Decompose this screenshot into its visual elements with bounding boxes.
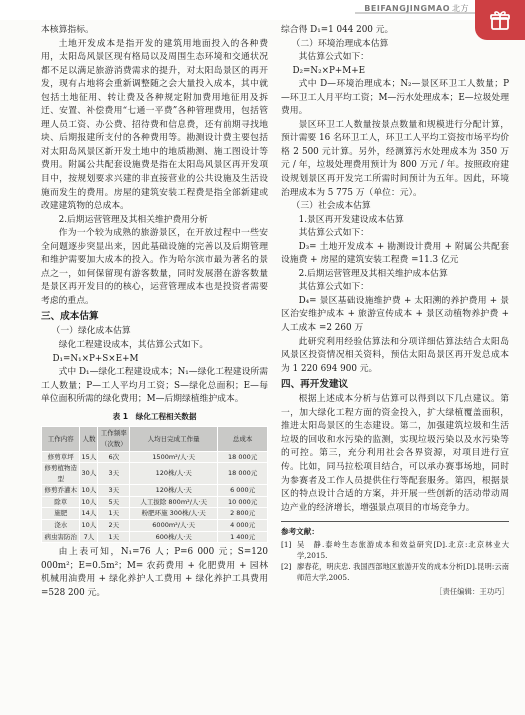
references-heading: 参考文献： bbox=[281, 527, 319, 537]
table-cell: 120株/人·天 bbox=[130, 463, 218, 485]
table-cell: 600株/人·天 bbox=[130, 531, 218, 543]
paragraph: 其估算公式如下： bbox=[298, 228, 369, 239]
table-cell: 除草 bbox=[42, 496, 80, 508]
brand-latin: BEIFANGJINGMAO bbox=[364, 4, 450, 13]
formula-d2: D₂=N₂×P+M+E bbox=[292, 65, 366, 76]
table-cell: 18 000元 bbox=[218, 451, 268, 463]
column-header: 人数 bbox=[80, 427, 98, 451]
references bbox=[281, 521, 509, 597]
reference-item bbox=[281, 561, 509, 583]
left-column bbox=[41, 24, 268, 600]
subheading-ops: 2.后期运营管理及其相关维护费用分析 bbox=[58, 214, 208, 225]
table-row bbox=[42, 463, 268, 485]
subheading-social: （三）社会成本估算 bbox=[291, 201, 371, 212]
table-caption: 表 1 绿化工程相关数据 bbox=[112, 411, 197, 421]
paragraph: 其估算公式如下： bbox=[298, 52, 369, 63]
table-cell: 5天 bbox=[98, 496, 130, 508]
table-cell: 2天 bbox=[98, 520, 130, 532]
table-row bbox=[42, 520, 268, 532]
section-heading-cost-estimate: 三、成本估算 bbox=[41, 311, 99, 323]
formula-d4: D₄= 景区基础设施维护费 + 太阳溯的养护费用 + 景区治安维护成本 + 旅游宣传成本 + 景区动植物养护费 + 人工成本 =2 260 万 bbox=[281, 295, 509, 334]
subheading-construction: 1.景区再开发建设成本估算 bbox=[298, 214, 404, 225]
table-cell: 1500m²/人·天 bbox=[130, 451, 218, 463]
table-cell: 7人 bbox=[80, 531, 98, 543]
column-header: 总成本 bbox=[218, 427, 268, 451]
table-cell: 1天 bbox=[98, 508, 130, 520]
table-cell: 修剪乔灌木 bbox=[42, 485, 80, 497]
formula-d1: D₁=N₁×P+S×E+M bbox=[52, 353, 139, 364]
table-cell: 修剪草坪 bbox=[42, 451, 80, 463]
table-cell: 120株/人·天 bbox=[130, 485, 218, 497]
subheading-greening: （一）绿化成本估算 bbox=[51, 326, 131, 337]
table-row bbox=[42, 451, 268, 463]
paragraph-suggestions: 根据上述成本分析与估算可以得到以下几点建议。第一，加大绿化工程方面的资金投入，扩大绿植覆盖面积，推进太阳岛景区的生态建设。第二，加强建筑垃圾和生活垃圾的回收和水污染的监测，实现垃圾污染以及水污染等的可控。第三，充分利用社会各界资源，对项目进行宣传。比如，同马拉松项目结合，可以承办赛事场地，同时为参赛者及工作人员提供住行等配套服务。第四，根据景区的特点设计合适的方案，并开展一些创新的活动带动周边产业的经济增长，增强景点项目的市场竞争力。 bbox=[281, 394, 509, 513]
section-heading-suggestions: 四、再开发建议 bbox=[281, 379, 349, 391]
reference-text: 廖春花，明庆忠. 我国西部地区旅游开发的成本分析[D].昆明:云南师范大学,2005. bbox=[297, 562, 509, 583]
table-cell: 6000m²/人·天 bbox=[130, 520, 218, 532]
table-cell: 4 000元 bbox=[218, 520, 268, 532]
reference-number: [1] bbox=[281, 540, 292, 550]
table-cell: 3天 bbox=[98, 485, 130, 497]
table-cell: 6 000元 bbox=[218, 485, 268, 497]
journal-brand bbox=[364, 3, 469, 14]
column-header: 工作频率（次数） bbox=[98, 427, 130, 451]
greening-data-table bbox=[41, 426, 268, 543]
table-cell: 施肥 bbox=[42, 508, 80, 520]
paragraph-environment-cost: 景区环卫工人数量按景点数量和规模进行分配计算，预计需要 16 名环卫工人，环卫工人平均工资按市场平均价格 2 500 元计算。另外，经测算污水处理成本为 350 万元 / 年，垃圾处理费用预计为 800 万元 / 年。按照政府建设规划景区再开发完工所需时间预计为五年。因此，环境治理成本为 5 775 万（单位：元）。 bbox=[281, 119, 509, 198]
table-cell: 2 800元 bbox=[218, 508, 268, 520]
page-header bbox=[0, 0, 525, 20]
paragraph: 综合得 D₁=1 044 200 元。 bbox=[281, 25, 394, 35]
table-cell: 人工拔除 800m²/人·天 bbox=[130, 496, 218, 508]
reference-item bbox=[281, 539, 509, 561]
table-cell: 6次 bbox=[98, 451, 130, 463]
table-cell: 10人 bbox=[80, 485, 98, 497]
table-cell: 修剪植物造型 bbox=[42, 463, 80, 485]
table-cell: 3天 bbox=[98, 463, 130, 485]
table-cell: 18 000元 bbox=[218, 463, 268, 485]
table-cell: 10 000元 bbox=[218, 496, 268, 508]
table-cell: 浇水 bbox=[42, 520, 80, 532]
responsible-editor: ［责任编辑：王功巧］ bbox=[435, 587, 509, 597]
table-row bbox=[42, 508, 268, 520]
paragraph-total-cost: 此研究利用经验估算法和分项详细估算法结合太阳岛风景区投资情况相关资料，预估太阳岛景区再开发总成本为 1 220 694 900 元。 bbox=[281, 336, 509, 374]
table-row bbox=[42, 485, 268, 497]
table-header-row bbox=[42, 427, 268, 451]
paragraph-table-summary: 由上表可知，N₁=76 人；P=6 000 元；S=120 000m²；E=0.5m²；M= 农药费用 + 化肥费用 + 园林机械用油费用 + 绿化养护人工费用 + 绿化养护工具费用 =528 200 元。 bbox=[41, 547, 268, 598]
table-row bbox=[42, 531, 268, 543]
paragraph: 本核算指标。 bbox=[41, 25, 94, 35]
paragraph: 绿化工程建设成本，其估算公式如下。 bbox=[58, 340, 209, 351]
table-cell: 14人 bbox=[80, 508, 98, 520]
reference-text: 吴 静.泰岭生态旅游成本和效益研究[D].北京:北京林业大学,2015. bbox=[297, 540, 509, 561]
table-cell: 10人 bbox=[80, 496, 98, 508]
paragraph-land-cost: 土地开发成本是指开发的建筑用地面投入的各种费用，太阳岛风景区现有格局以及周围生态环境和交通状况都不足以满足旅游消费需求的提升，对太阳岛景区的再开发，现有占地将会重新调整随之会大量投入成本，其中就包括土地征用、转让费及各种规定附加费用地征用及拆迁、安置、补偿费用“七通一平费”各种管理费用，包括管理人员工资、办公费、招待费和信息费，还有前期寻找地块、后期报建所支付的各种费用等。勘测设计费主要包括对太阳岛风景区新开发土地中的地质勘测、施工图设计等费用。附属公共配套设施费是指在太阳岛风景区再开发项目中，按规划要求兴建的非直接营业的公共设施及生活设施而发生的费用。房屋的建筑安装工程费是指全部新建或改建建筑物的总成本。 bbox=[41, 38, 268, 212]
reference-number: [2] bbox=[281, 562, 292, 572]
table-cell: 粉肥环施 300株/人·天 bbox=[130, 508, 218, 520]
paragraph: 其估算公式如下： bbox=[298, 282, 369, 293]
subheading-environment: （二）环境治理成本估算 bbox=[291, 38, 389, 49]
table-row bbox=[42, 496, 268, 508]
paragraph-ops: 作为一个较为成熟的旅游景区，在开放过程中一些安全问题逐步突显出来，因此基础设施的完善以及后期管理和维护需要加大成本的投入。作为哈尔滨市最为著名的景点之一，如何保留现有游客数量，同时发展潜在游客数量是景区再开发目的的核心，运营管理成本也是投资者需要考虑的重点。 bbox=[41, 228, 268, 306]
paragraph-variables: 式中 D—环境治理成本；N₂—景区环卫工人数量；P—环卫工人月平均工资；M—污水处理成本；E—垃圾处理费用。 bbox=[281, 79, 509, 117]
paragraph-variables: 式中 D₁—绿化工程建设成本；N₁—绿化工程建设所需工人数量；P—工人平均月工资；S—绿化总面积；E—每单位面积所需的绿化费用；M—后期绿植维护成本。 bbox=[41, 367, 268, 405]
table-cell: 1 400元 bbox=[218, 531, 268, 543]
table-cell: 15人 bbox=[80, 451, 98, 463]
table-cell: 30人 bbox=[80, 463, 98, 485]
formula-d3: D₃= 土地开发成本 + 勘测设计费用 + 附属公共配套设施费 + 房屋的建筑安装工程费 =11.3 亿元 bbox=[281, 241, 509, 266]
column-header: 工作内容 bbox=[42, 427, 80, 451]
table-cell: 1天 bbox=[98, 531, 130, 543]
column-header: 人均日完成工作量 bbox=[130, 427, 218, 451]
table-cell: 10人 bbox=[80, 520, 98, 532]
table-cell: 病虫害防治 bbox=[42, 531, 80, 543]
brand-chinese: 北方 bbox=[452, 4, 469, 13]
subheading-maintenance: 2.后期运营管理及其相关维护成本估算 bbox=[298, 268, 448, 279]
right-column bbox=[281, 24, 509, 597]
